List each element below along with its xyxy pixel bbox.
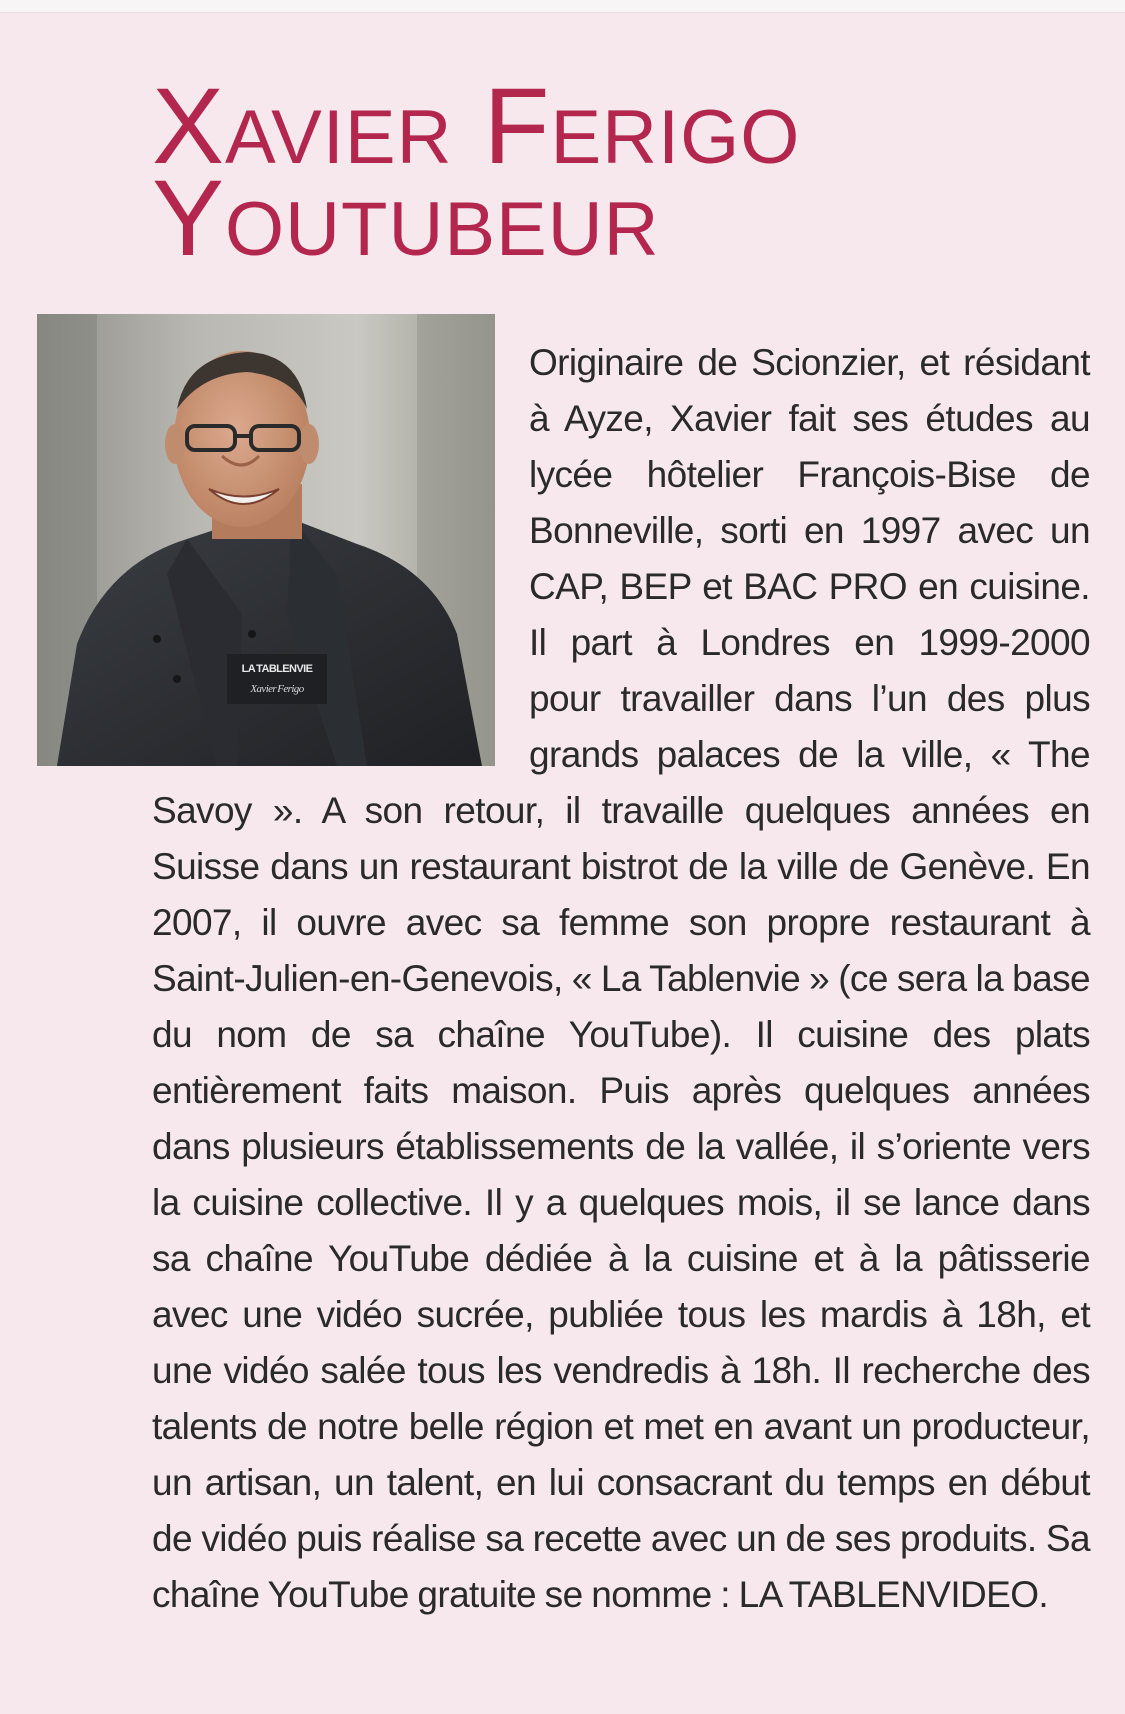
apron-text-brand: LA TABLENVIE [241,663,313,675]
title-line-name: Xavier Ferigo [152,65,801,186]
top-strip [0,0,1125,13]
apron-badge [227,654,327,704]
article-paragraph: Originaire de Scionzier, et résidant à Ayze, Xavier fait ses études au lycée hôtelier François-Bise de Bonneville, sorti en 1997 avec un CAP, BEP et BAC PRO en cuisine. Il part à Londres en 1999-2000 pour travailler dans l’un des plus grands palaces de la ville, « The Savoy ». A son retour, il travaille quelques années en Suisse dans un restaurant bistrot de la ville de Genève. En 2007, il ouvre avec sa femme son propre restaurant à Saint-Julien-en-Genevois, « La Tablenvie » (ce sera la base du nom de sa chaîne YouTube). Il cuisine des plats entièrement faits maison. Puis après quelques années dans plusieurs établissements de la vallée, il s’oriente vers la cuisine collective. Il y a quelques mois, il se lance dans sa chaîne YouTube dédiée à la cuisine et à la pâtisserie avec une vidéo sucrée, publiée tous les mardis à 18h, et une vidéo salée tous les vendredis à 18h. Il recherche des talents de notre belle région et met en avant un producteur, un artisan, un talent, en lui consacrant du temps en début de vidéo puis réalise sa recette avec un de ses produits. Sa chaîne YouTube gratuite se nomme : LA TABLENVIDEO. [152,342,1090,1615]
apron-text-signature: Xavier Ferigo [250,683,304,695]
portrait-photo [37,314,495,766]
article-title [152,65,801,278]
article-body [152,335,1090,1623]
chef-portrait-image [37,314,495,766]
title-line-role: Youtubeur [152,157,660,278]
